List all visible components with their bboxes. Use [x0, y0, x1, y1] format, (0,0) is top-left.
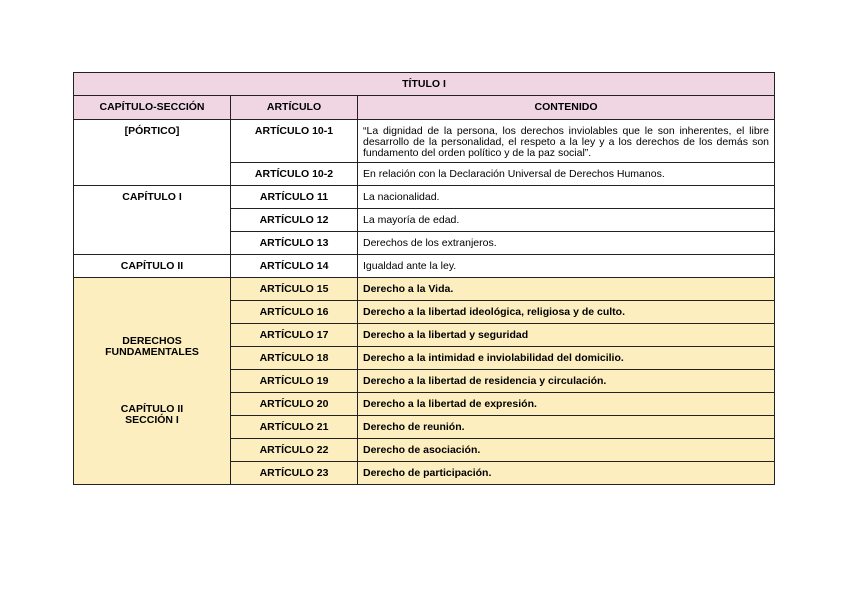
derechos-label: [105, 336, 199, 358]
content-cell: Derecho a la libertad ideológica, religiosa y de culto.: [358, 301, 775, 324]
table-row: [74, 186, 775, 209]
table-title: TÍTULO I: [74, 73, 775, 96]
content-cell: Derecho a la intimidad e inviolabilidad del domicilio.: [358, 347, 775, 370]
section-derechos-fundamentales: [74, 278, 231, 485]
article-cell: ARTÍCULO 10-2: [231, 163, 358, 186]
article-cell: ARTÍCULO 12: [231, 209, 358, 232]
constitution-table: [73, 72, 775, 485]
article-cell: ARTÍCULO 16: [231, 301, 358, 324]
content-cell: Derecho a la libertad de expresión.: [358, 393, 775, 416]
section-capitulo-1: CAPÍTULO I: [74, 186, 231, 255]
table-row: [74, 255, 775, 278]
cap2-sec1-line-2: SECCIÓN I: [125, 414, 179, 426]
title-row: [74, 73, 775, 96]
content-cell: Derecho a la Vida.: [358, 278, 775, 301]
article-cell: ARTÍCULO 21: [231, 416, 358, 439]
header-capitulo-seccion: CAPÍTULO-SECCIÓN: [74, 96, 231, 120]
cap2-sec1-line-1: CAPÍTULO II: [120, 403, 184, 415]
table-row: [74, 278, 775, 301]
content-cell: Derecho a la libertad y seguridad: [358, 324, 775, 347]
section-portico: [PÓRTICO]: [74, 120, 231, 186]
article-cell: ARTÍCULO 11: [231, 186, 358, 209]
article-cell: ARTÍCULO 13: [231, 232, 358, 255]
content-cell: Derecho de reunión.: [358, 416, 775, 439]
cap2-sec1-label: [121, 404, 183, 426]
content-cell: Derecho a la libertad de residencia y circulación.: [358, 370, 775, 393]
header-contenido: CONTENIDO: [358, 96, 775, 120]
article-cell: ARTÍCULO 15: [231, 278, 358, 301]
section-derechos-block: [79, 336, 225, 426]
article-cell: ARTÍCULO 19: [231, 370, 358, 393]
header-row: [74, 96, 775, 120]
article-cell: ARTÍCULO 20: [231, 393, 358, 416]
derechos-line-1: DERECHOS: [122, 335, 182, 347]
header-articulo: ARTÍCULO: [231, 96, 358, 120]
content-cell: En relación con la Declaración Universal de Derechos Humanos.: [358, 163, 775, 186]
article-cell: ARTÍCULO 18: [231, 347, 358, 370]
content-cell: “La dignidad de la persona, los derechos inviolables que le son inherentes, el libre desarrollo de la personalidad, el respeto a la ley y a los derechos de los demás son fundamento del orden político y de la paz social”.: [358, 120, 775, 163]
article-cell: ARTÍCULO 10-1: [231, 120, 358, 163]
derechos-line-2: FUNDAMENTALES: [105, 346, 199, 358]
content-cell: Igualdad ante la ley.: [358, 255, 775, 278]
content-cell: La nacionalidad.: [358, 186, 775, 209]
article-cell: ARTÍCULO 23: [231, 462, 358, 485]
section-capitulo-2: CAPÍTULO II: [74, 255, 231, 278]
article-cell: ARTÍCULO 17: [231, 324, 358, 347]
article-cell: ARTÍCULO 22: [231, 439, 358, 462]
content-cell: Derecho de participación.: [358, 462, 775, 485]
table-row: [74, 120, 775, 163]
content-cell: Derecho de asociación.: [358, 439, 775, 462]
article-cell: ARTÍCULO 14: [231, 255, 358, 278]
content-cell: Derechos de los extranjeros.: [358, 232, 775, 255]
content-cell: La mayoría de edad.: [358, 209, 775, 232]
